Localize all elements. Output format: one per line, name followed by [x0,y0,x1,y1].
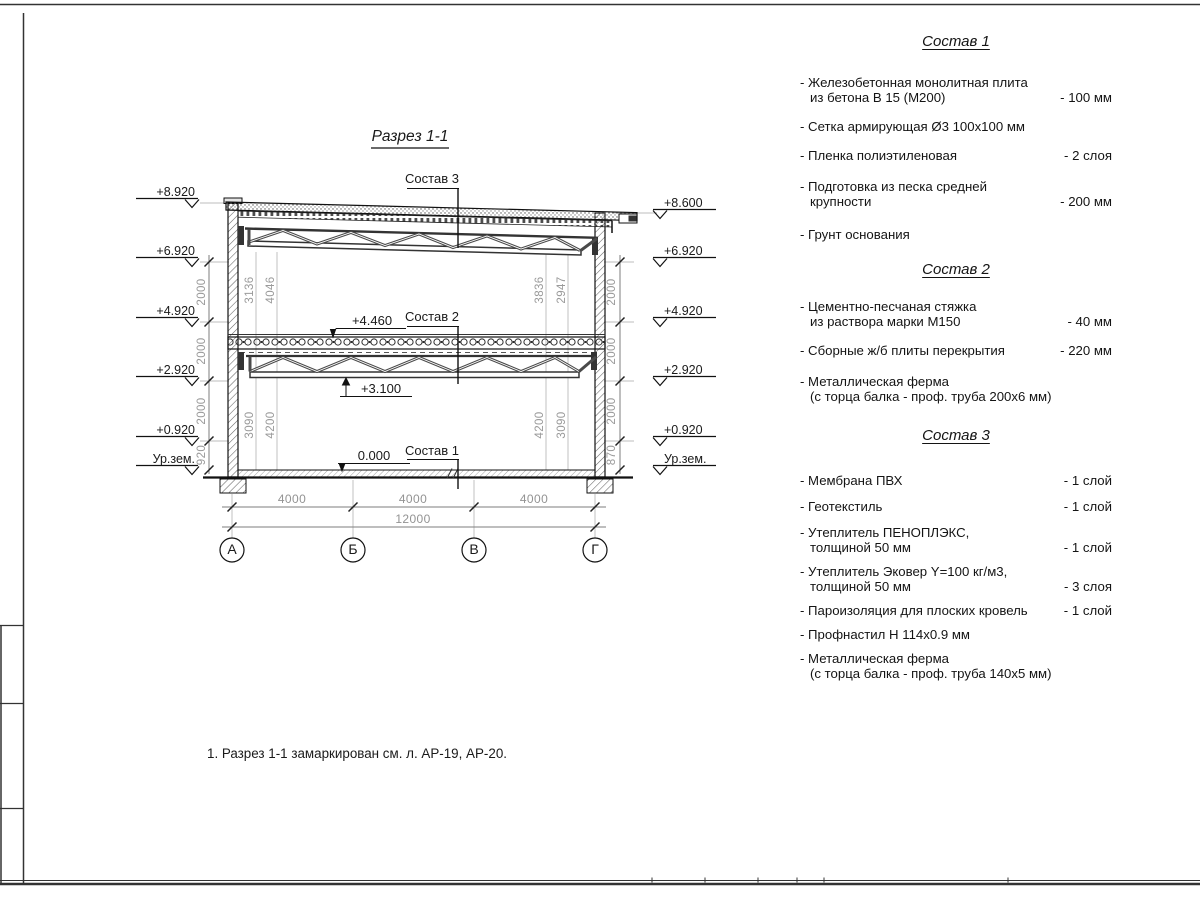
spec-item: - Цементно-песчаная стяжка из раствора марки М150 - 40 мм [800,299,1112,329]
elevation-right-2920: +2.920 [664,363,703,377]
right-foundation [587,479,613,493]
intermediate-floor [228,335,605,353]
elevation-left-2920: +2.920 [156,363,195,377]
spec-block-sostav-2 [800,262,1112,418]
spec-heading: Состав 2 [922,261,990,278]
dim-left-920: 920 [196,444,208,466]
spec-heading: Состав 3 [922,427,990,444]
dim-span-bv: 4000 [398,492,428,506]
left-foundation [220,479,246,493]
elevation-right-0920: +0.920 [664,423,703,437]
spec-item: - Пароизоляция для плоских кровель - 1 слой [800,603,1112,618]
dim-span-ab: 4000 [277,492,307,506]
sostav-1-label: Состав 1 [405,443,459,458]
dim-inner-2947: 2947 [556,276,568,304]
dim-inner-3090-right: 3090 [556,411,568,439]
spec-item: - Пленка полиэтиленовая - 2 слоя [800,148,1112,163]
elevation-right-6920: +6.920 [664,244,703,258]
dim-inner-3136: 3136 [244,276,256,304]
elevation-right-ground: Ур.зем. [664,452,707,466]
dim-right-870: 870 [606,444,618,466]
dim-inner-4200-left: 4200 [265,411,277,439]
elevation-right-8600: +8.600 [664,196,703,210]
axis-label-g: Г [591,541,599,557]
hollow-core-slab [228,337,605,349]
elevation-left-8920: +8.920 [156,185,195,199]
spec-heading: Состав 1 [922,33,990,50]
roof-truss [238,226,598,255]
dim-total-12000: 12000 [395,512,431,526]
spec-item: - Сборные ж/б плиты перекрытия - 220 мм [800,343,1112,358]
elevation-right-4920: +4.920 [664,304,703,318]
spec-item: - Утеплитель ПЕНОПЛЭКС, толщиной 50 мм - 1 слой [800,525,1112,555]
elevation-truss-bottom: +3.100 [360,381,402,396]
axis-label-v: В [469,541,479,557]
floor-truss [238,352,597,378]
elevation-left-ground: Ур.зем. [152,452,195,466]
sostav-3-label: Состав 3 [405,171,459,186]
axis-circles [220,538,607,562]
view-title: Разрез 1-1 [371,128,449,145]
elevation-left-0920: +0.920 [156,423,195,437]
dim-left-2000-c: 2000 [196,397,208,425]
spec-item: - Металлическая ферма (с торца балка - проф. труба 200х6 мм) [800,374,1052,404]
spec-block-sostav-3 [800,428,1112,695]
spec-item: - Мембрана ПВХ - 1 слой [800,473,1112,488]
spec-item: - Подготовка из песка средней крупности - 200 мм [800,179,1112,209]
elevation-slab-top: +4.460 [351,313,393,328]
floor-slab [238,470,595,477]
spec-item: - Геотекстиль - 1 слой [800,499,1112,514]
spec-item: - Железобетонная монолитная плита из бетона В 15 (М200) - 100 мм [800,75,1112,105]
dim-right-2000-a: 2000 [606,278,618,306]
ground-floor [203,469,633,494]
spec-block-sostav-1 [800,34,1112,256]
dim-right-2000-b: 2000 [606,337,618,365]
elevation-floor-zero: 0.000 [357,448,391,463]
dim-span-vg: 4000 [519,492,549,506]
elevation-left-6920: +6.920 [156,244,195,258]
dim-inner-3836: 3836 [534,276,546,304]
dim-inner-3090-left: 3090 [244,411,256,439]
spec-item: - Сетка армирующая Ø3 100х100 мм [800,119,1025,134]
spec-item: - Профнастил Н 114х0.9 мм [800,627,970,642]
dim-left-2000-b: 2000 [196,337,208,365]
spec-item: - Утеплитель Эковер Y=100 кг/м3, толщиной 50 мм - 3 слоя [800,564,1112,594]
sheet-note: 1. Разрез 1-1 замаркирован см. л. АР-19, АР-20. [207,746,507,761]
axis-label-b: Б [348,541,358,557]
dim-inner-4046: 4046 [265,276,277,304]
axis-label-a: А [227,541,237,557]
dim-left-2000-a: 2000 [196,278,208,306]
spec-item: - Металлическая ферма (с торца балка - проф. труба 140х5 мм) [800,651,1052,681]
spec-item: - Грунт основания [800,227,910,242]
sostav-2-label: Состав 2 [405,309,459,324]
dim-inner-4200-right: 4200 [534,411,546,439]
roof-assembly [226,202,637,233]
elevation-left-4920: +4.920 [156,304,195,318]
dim-right-2000-c: 2000 [606,397,618,425]
